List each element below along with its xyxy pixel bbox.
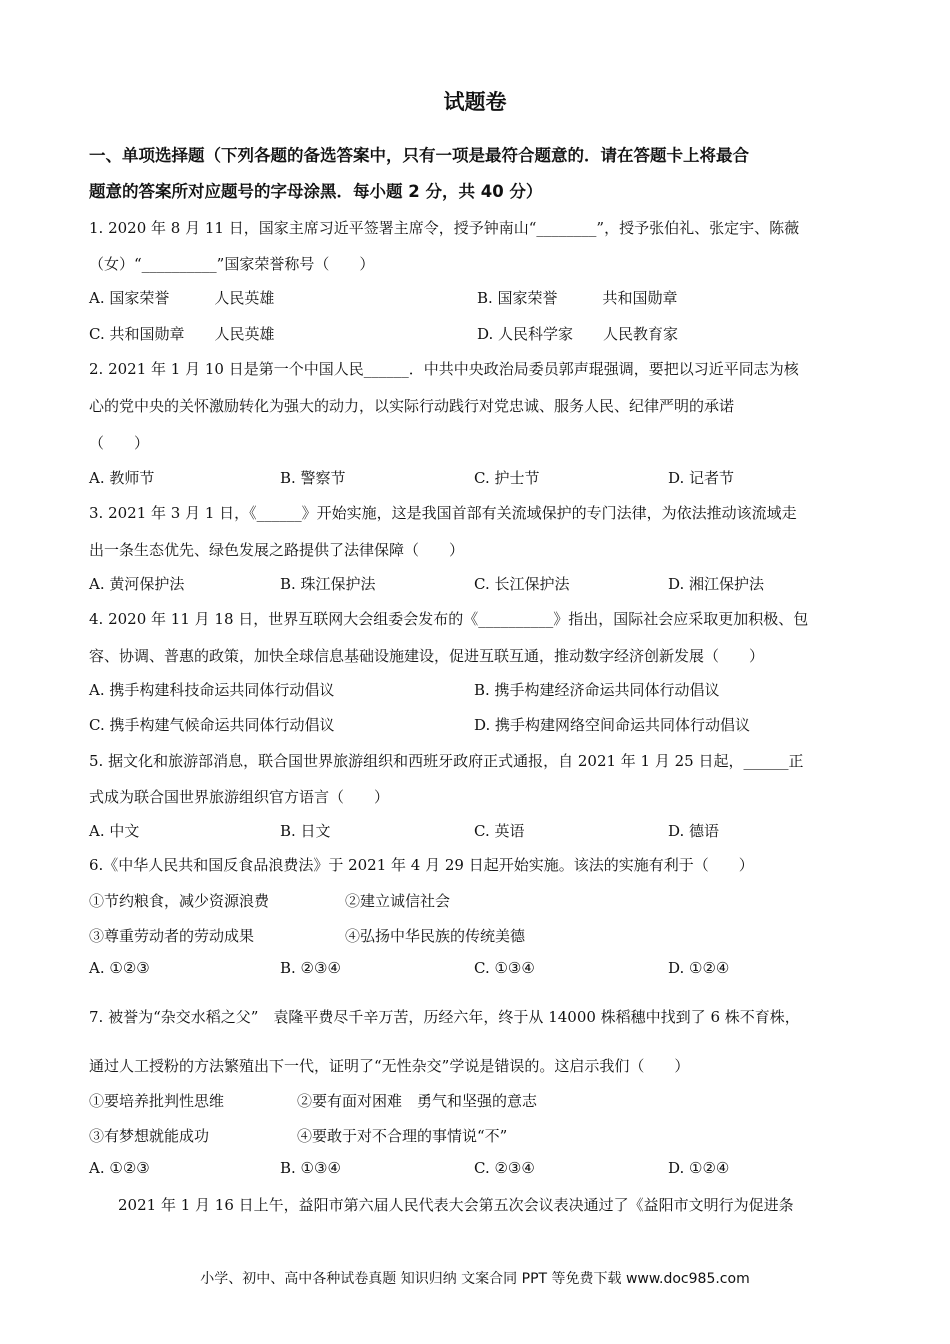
question-text: 容、协调、普惠的政策，加快全球信息基础设施建设，促进互联互通，推动数字经济创新发展（ ）	[89, 647, 765, 665]
option-b: B. ②③④	[280, 959, 341, 977]
option-b: B. ①③④	[280, 1159, 341, 1177]
option-b: B. 警察节	[280, 469, 346, 487]
question-text: 6.《中华人民共和国反食品浪费法》于 2021 年 4 月 29 日起开始实施。该法的实施有利于（ ）	[89, 856, 754, 874]
option-c: C. 共和国勋章 人民英雄	[89, 325, 275, 343]
statement-3: ③有梦想就能成功	[89, 1127, 210, 1145]
section-heading-line: 一、单项选择题（下列各题的备选答案中，只有一项是最符合题意的．请在答题卡上将最合	[89, 146, 749, 165]
statement-1: ①节约粮食，减少资源浪费	[89, 892, 270, 910]
statement-4: ④要敢于对不合理的事情说“不”	[297, 1127, 508, 1145]
question-text: 通过人工授粉的方法繁殖出下一代，证明了“无性杂交”学说是错误的。这启示我们（ ）	[89, 1057, 690, 1075]
question-text: （女）“__________”国家荣誉称号（ ）	[89, 255, 375, 273]
option-a: A. ①②③	[89, 959, 150, 977]
question-text: 1. 2020 年 8 月 11 日，国家主席习近平签署主席令，授予钟南山“________”，授予张伯礼、张定宇、陈薇	[89, 219, 800, 237]
option-d: D. ①②④	[668, 959, 730, 977]
option-a: A. ①②③	[89, 1159, 150, 1177]
statement-2: ②建立诚信社会	[345, 892, 451, 910]
option-d: D. 湘江保护法	[668, 575, 765, 593]
option-c: C. 护士节	[474, 469, 540, 487]
option-d: D. ①②④	[668, 1159, 730, 1177]
option-c: C. 英语	[474, 822, 525, 840]
option-c: C. ①③④	[474, 959, 535, 977]
option-a: A. 携手构建科技命运共同体行动倡议	[89, 681, 335, 699]
option-d: D. 记者节	[668, 469, 735, 487]
question-text: 出一条生态优先、绿色发展之路提供了法律保障（ ）	[89, 541, 465, 559]
page-title: 试题卷	[443, 90, 507, 114]
option-a: A. 中文	[89, 822, 140, 840]
option-c: C. 长江保护法	[474, 575, 570, 593]
question-text: 7. 被誉为“杂交水稻之父” 袁隆平费尽千辛万苦，历经六年，终于从 14000 株稻穗中找到了 6 株不育株，	[89, 1008, 800, 1026]
footer-text: 小学、初中、高中各种试卷真题 知识归纳 文案合同 PPT 等免费下载 www.doc985.com	[200, 1271, 750, 1287]
option-d: D. 人民科学家 人民教育家	[477, 325, 679, 343]
option-c: C. 携手构建气候命运共同体行动倡议	[89, 716, 335, 734]
option-a: A. 国家荣誉 人民英雄	[89, 289, 275, 307]
statement-2: ②要有面对困难 勇气和坚强的意志	[297, 1092, 538, 1110]
statement-4: ④弘扬中华民族的传统美德	[345, 927, 526, 945]
option-a: A. 黄河保护法	[89, 575, 185, 593]
section-heading-line: 题意的答案所对应题号的字母涂黑．每小题 2 分，共 40 分）	[89, 182, 543, 201]
option-c: C. ②③④	[474, 1159, 535, 1177]
option-b: B. 日文	[280, 822, 331, 840]
question-text: 式成为联合国世界旅游组织官方语言（ ）	[89, 788, 390, 806]
question-text: 心的党中央的关怀激励转化为强大的动力，以实际行动践行对党忠诚、服务人民、纪律严明的承诺	[89, 397, 735, 415]
option-b: B. 国家荣誉 共和国勋章	[477, 289, 678, 307]
question-text: （ ）	[89, 434, 150, 452]
option-b: B. 携手构建经济命运共同体行动倡议	[474, 681, 720, 699]
question-text: 5. 据文化和旅游部消息，联合国世界旅游组织和西班牙政府正式通报，自 2021 年 1 月 25 日起，______正	[89, 752, 804, 770]
question-text: 3. 2021 年 3 月 1 日，《______》开始实施，这是我国首部有关流域保护的专门法律，为依法推动该流域走	[89, 504, 797, 522]
question-text: 4. 2020 年 11 月 18 日，世界互联网大会组委会发布的《__________》指出，国际社会应采取更加积极、包	[89, 610, 809, 628]
option-b: B. 珠江保护法	[280, 575, 376, 593]
statement-1: ①要培养批判性思维	[89, 1092, 225, 1110]
option-a: A. 教师节	[89, 469, 155, 487]
question-stem: 2021 年 1 月 16 日上午，益阳市第六届人民代表大会第五次会议表决通过了《益阳市文明行为促进条	[118, 1196, 794, 1214]
option-d: D. 德语	[668, 822, 720, 840]
option-d: D. 携手构建网络空间命运共同体行动倡议	[474, 716, 751, 734]
question-text: 2. 2021 年 1 月 10 日是第一个中国人民______．中共中央政治局委员郭声琨强调，要把以习近平同志为核	[89, 360, 799, 378]
statement-3: ③尊重劳动者的劳动成果	[89, 927, 255, 945]
